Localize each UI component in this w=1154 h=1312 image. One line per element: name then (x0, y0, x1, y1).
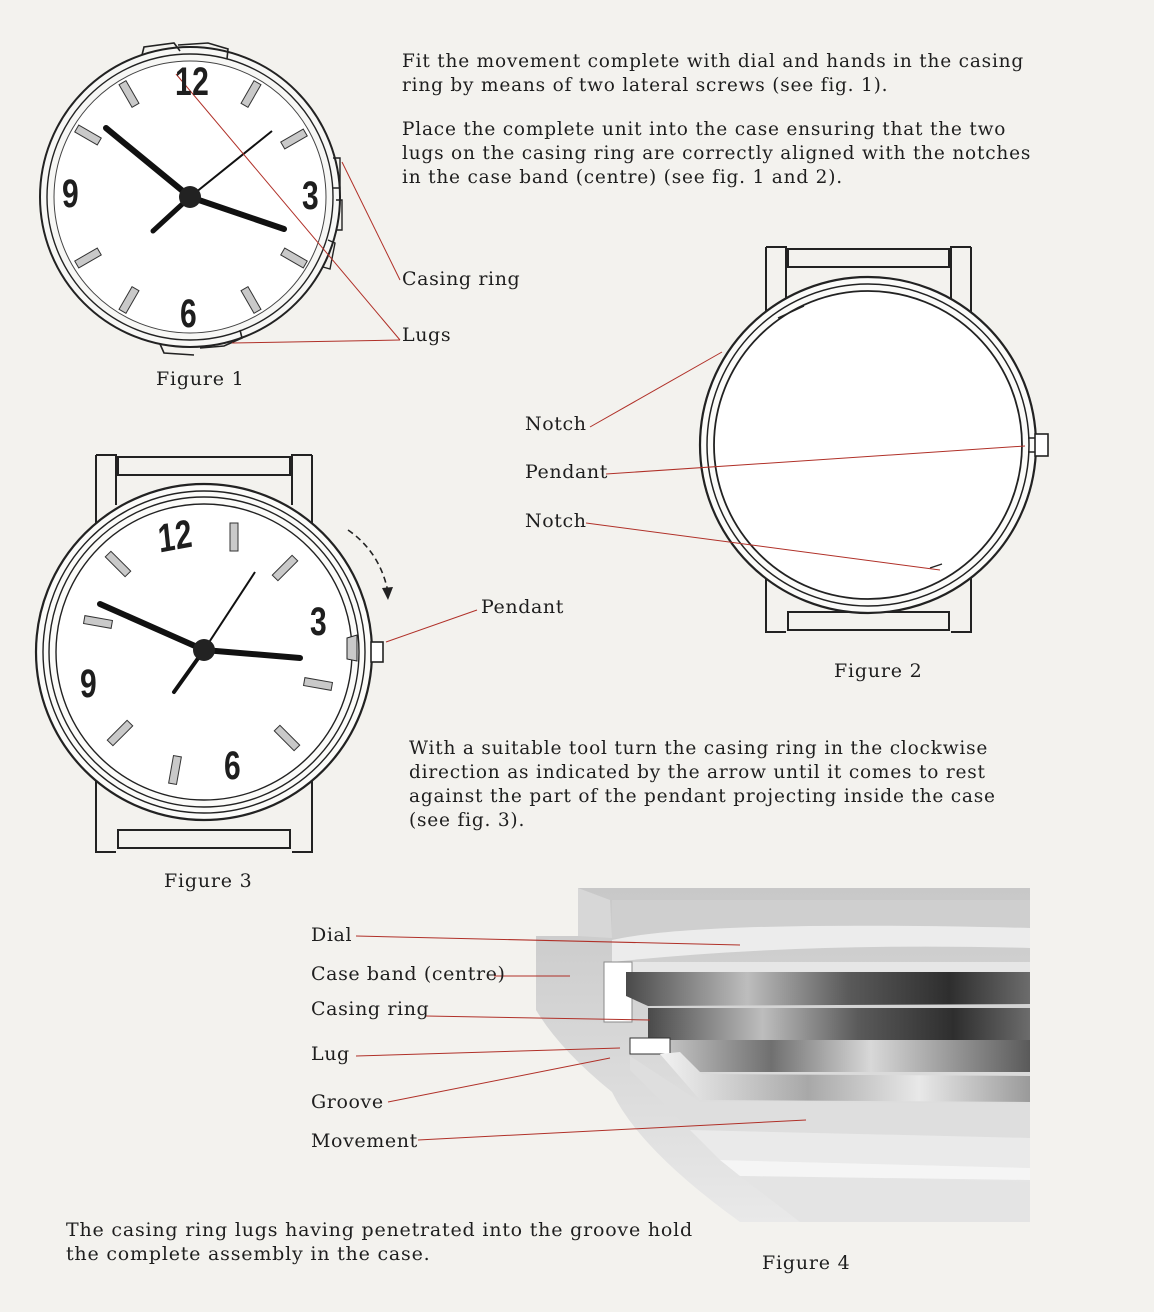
figure-3-numeral-3: 3 (310, 600, 328, 644)
intro-paragraph-1: Fit the movement complete with dial and hands in the casing ring by means of two lateral screws (see fig. 1). (402, 51, 1025, 96)
conclusion-paragraph: The casing ring lugs having penetrated into the groove hold the complete assembly in the case. (66, 1219, 693, 1265)
figure-4-label-dial: Dial (311, 924, 353, 946)
figure-4-label-movement: Movement (311, 1130, 418, 1152)
figure-4-label-casing-ring: Casing ring (311, 998, 430, 1020)
figure-4-caption: Figure 4 (762, 1252, 851, 1274)
figure-1-numeral-9: 9 (62, 172, 80, 216)
figure-2-label-notch-bottom: Notch (525, 510, 587, 532)
figure-4-cross-section (536, 888, 1030, 1222)
figure-2-caption: Figure 2 (834, 660, 923, 682)
figure-3-numeral-6: 6 (224, 744, 242, 788)
figure-3-label-pendant: Pendant (481, 596, 564, 618)
figure-2-empty-case (700, 247, 1048, 632)
figure-3-numeral-12: 12 (156, 511, 195, 562)
figure-1-numeral-3: 3 (302, 174, 320, 218)
figure-4-label-lug: Lug (311, 1043, 350, 1065)
figure-1-numeral-12: 12 (175, 60, 210, 104)
intro-paragraph-2: Place the complete unit into the case ensuring that the two lugs on the casing ring are correctly aligned with the notches in the case band (centre) (see fig. 1 and 2). (402, 119, 1032, 188)
figure-3-assembled-watch (36, 455, 393, 852)
figure-1-caption: Figure 1 (156, 368, 245, 390)
figure-3-numeral-9: 9 (80, 662, 98, 706)
figure-1-numeral-6: 6 (180, 292, 198, 336)
figure-2-label-notch-top: Notch (525, 413, 587, 435)
figure-3-leader-line (386, 610, 477, 642)
figure-4-label-case-band: Case band (centre) (311, 963, 506, 985)
turn-instruction-paragraph: With a suitable tool turn the casing ring in the clockwise direction as indicated by the arrow until it comes to rest against the part of the pendant projecting inside the case (see fig. 3). (409, 738, 996, 831)
figure-4-label-groove: Groove (311, 1091, 384, 1113)
figure-2-label-pendant: Pendant (525, 461, 608, 483)
figure-1-label-casing-ring: Casing ring (402, 268, 521, 290)
figure-1-label-lugs: Lugs (402, 324, 452, 346)
figure-3-caption: Figure 3 (164, 870, 253, 892)
